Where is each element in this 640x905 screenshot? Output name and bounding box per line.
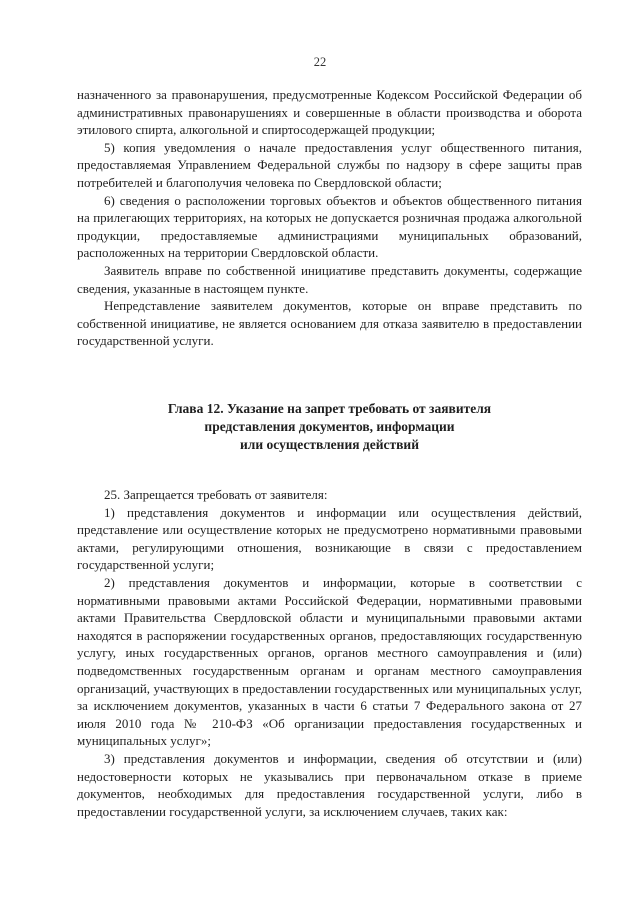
- bottom-text-block: [77, 486, 582, 820]
- paragraph-continuation: назначенного за правонарушения, предусмотренные Кодексом Российской Федерации об административных правонарушениях и совершенные в области производства и оборота этилового спирта, алкогольной и спиртосодержащей продукции;: [77, 87, 582, 138]
- chapter-heading-line-2: представления документов, информации: [204, 419, 455, 434]
- paragraph-applicant-right: Заявитель вправе по собственной инициативе представить документы, содержащие сведения, указанные в настоящем пункте.: [77, 262, 582, 296]
- paragraph-prohibition-3: 3) представления документов и информации, сведения об отсутствии и (или) недостоверности которых не указывались при первоначальном отказе в приеме документов, необходимых для предоставления государственной услуги, либо в предоставлении государственной услуги, за исключением случаев, таких как:: [77, 750, 582, 819]
- top-text-block: [77, 86, 582, 350]
- paragraph-25-intro: 25. Запрещается требовать от заявителя:: [104, 487, 328, 502]
- page-number: 22: [313, 55, 327, 69]
- paragraph-item-5: 5) копия уведомления о начале предоставления услуг общественного питания, предоставляемая Управлением Федеральной службы по надзору в сфере защиты прав потребителей и благополучия человека по Свердловской области;: [77, 139, 582, 190]
- chapter-heading: [77, 400, 582, 454]
- paragraph-item-6: 6) сведения о расположении торговых объектов и объектов общественного питания на прилегающих территориях, на которых не допускается розничная продажа алкогольной продукции, предоставляемые администрациями муниципальных образований, расположенных на территории Свердловской области.: [77, 192, 582, 261]
- chapter-heading-line-3: или осуществления действий: [240, 437, 419, 452]
- chapter-heading-line-1: Глава 12. Указание на запрет требовать от заявителя: [167, 401, 492, 416]
- paragraph-prohibition-2: 2) представления документов и информации, которые в соответствии с нормативными правовыми актами Российской Федерации, нормативными правовыми актами Правительства Свердловской области и муниципальными правовыми актами находятся в распоряжении государственных органов, предоставляющих государственную услугу, иных государственных органов, органов местного самоуправления и (или) подведомственных государственным органам и органам местного самоуправления организаций, участвующих в предоставлении государственных или муниципальных услуг, за исключением документов, указанных в части 6 статьи 7 Федерального закона от 27 июля 2010 года № 210-ФЗ «Об организации предоставления государственных и муниципальных услуг»;: [77, 574, 582, 749]
- paragraph-prohibition-1: 1) представления документов и информации или осуществления действий, представление или осуществление которых не предусмотрено нормативными правовыми актами, регулирующими отношения, возникающие в связи с предоставлением государственной услуги;: [77, 504, 582, 573]
- paragraph-non-submission: Непредставление заявителем документов, которые он вправе представить по собственной инициативе, не является основанием для отказа заявителю в предоставлении государственной услуги.: [77, 298, 582, 349]
